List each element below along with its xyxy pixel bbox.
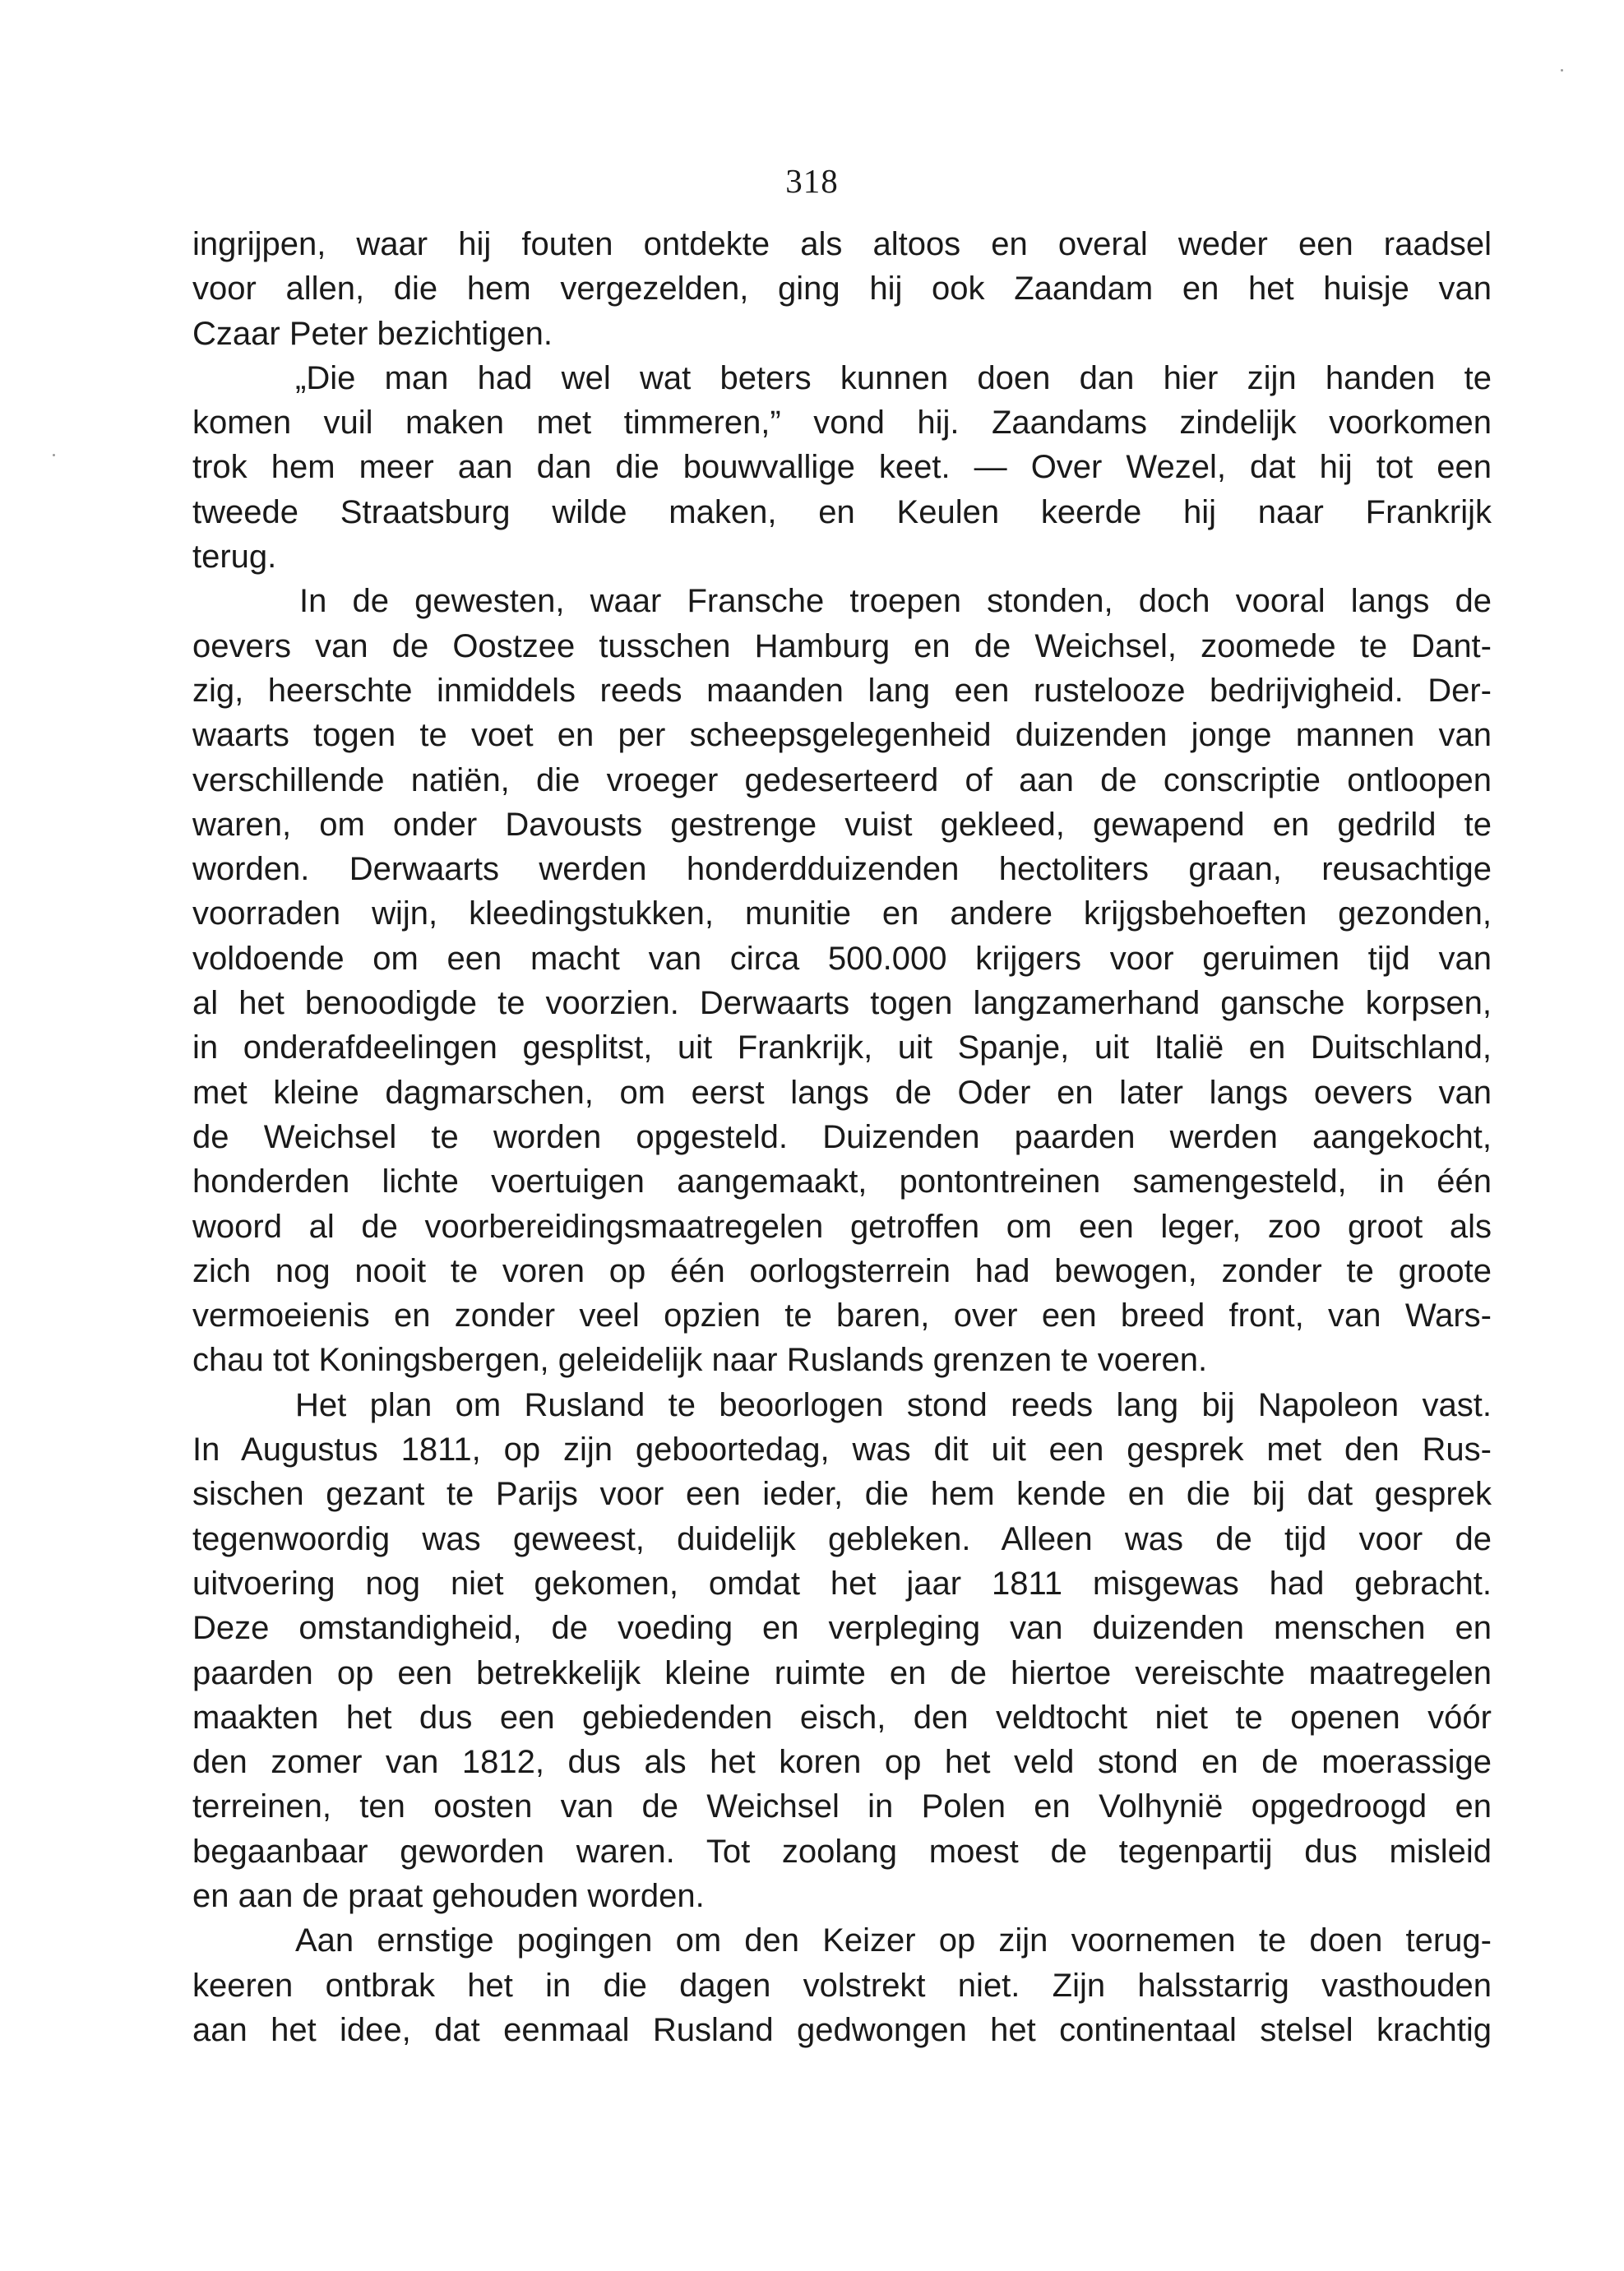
- body-text: [192, 222, 1492, 2052]
- text-line: terug.: [192, 539, 277, 576]
- text-line: komen vuil maken met timmeren,” vond hij. Zaandams zindelijk voorkomen: [192, 405, 1492, 442]
- text-line: In de gewesten, waar Fransche troepen stonden, doch vooral langs de: [299, 583, 1492, 620]
- text-line: en aan de praat gehouden worden.: [192, 1877, 705, 1914]
- text-line: met kleine dagmarschen, om eerst langs de Oder en later langs oevers van: [192, 1074, 1492, 1111]
- text-line: zich nog nooit te voren op één oorlogsterrein had bewogen, zonder te groote: [192, 1252, 1492, 1289]
- text-line: verschillende natiën, die vroeger gedeserteerd of aan de conscriptie ontloopen: [192, 761, 1492, 798]
- text-line: Deze omstandigheid, de voeding en verpleging van duizenden menschen en: [192, 1610, 1492, 1647]
- paragraph: [192, 579, 1492, 1382]
- text-line: den zomer van 1812, dus als het koren op het veld stond en de moerassige: [192, 1744, 1492, 1781]
- page-number: 318: [785, 162, 839, 200]
- text-line: waren, om onder Davousts gestrenge vuist gekleed, gewapend en gedrild te: [192, 806, 1492, 843]
- text-line: vermoeienis en zonder veel opzien te baren, over een breed front, van Wars-: [192, 1297, 1492, 1334]
- text-line: „Die man had wel wat beters kunnen doen dan hier zijn handen te: [295, 359, 1492, 396]
- text-line: trok hem meer aan dan die bouwvallige keet. — Over Wezel, dat hij tot een: [192, 449, 1492, 486]
- text-line: terreinen, ten oosten van de Weichsel in Polen en Volhynië opgedroogd en: [192, 1788, 1492, 1825]
- text-line: voor allen, die hem vergezelden, ging hij ook Zaandam en het huisje van: [192, 271, 1492, 308]
- text-line: Czaar Peter bezichtigen.: [192, 315, 553, 352]
- text-line: keeren ontbrak het in die dagen volstrekt niet. Zijn halsstarrig vasthouden: [192, 1967, 1492, 2004]
- text-line: paarden op een betrekkelijk kleine ruimte en de hiertoe vereischte maatregelen: [192, 1654, 1492, 1691]
- text-line: aan het idee, dat eenmaal Rusland gedwongen het continentaal stelsel krachtig: [192, 2011, 1492, 2048]
- scan-speck: [53, 454, 55, 456]
- text-line: tweede Straatsburg wilde maken, en Keulen keerde hij naar Frankrijk: [192, 493, 1492, 530]
- text-line: ingrijpen, waar hij fouten ontdekte als altoos en overal weder een raadsel: [192, 226, 1492, 262]
- text-line: oevers van de Oostzee tusschen Hamburg en de Weichsel, zoomede te Dant-: [192, 627, 1492, 664]
- text-line: chau tot Koningsbergen, geleidelijk naar Ruslands grenzen te voeren.: [192, 1342, 1208, 1379]
- text-line: sischen gezant te Parijs voor een ieder, die hem kende en die bij dat gesprek: [192, 1476, 1492, 1513]
- text-line: tegenwoordig was geweest, duidelijk gebleken. Alleen was de tijd voor de: [192, 1520, 1492, 1557]
- text-line: honderden lichte voertuigen aangemaakt, pontontreinen samengesteld, in één: [192, 1163, 1492, 1200]
- text-line: worden. Derwaarts werden honderdduizenden hectoliters graan, reusachtige: [192, 851, 1492, 888]
- text-line: woord al de voorbereidingsmaatregelen getroffen om een leger, zoo groot als: [192, 1208, 1492, 1245]
- text-line: al het benoodigde te voorzien. Derwaarts togen langzamerhand gansche korpsen,: [192, 985, 1492, 1022]
- text-line: begaanbaar geworden waren. Tot zoolang moest de tegenpartij dus misleid: [192, 1833, 1492, 1870]
- paragraph: [192, 1383, 1492, 1919]
- scan-speck: [1561, 69, 1563, 72]
- text-line: zig, heerschte inmiddels reeds maanden lang een rustelooze bedrijvigheid. Der-: [192, 672, 1492, 709]
- text-line: waarts togen te voet en per scheepsgelegenheid duizenden jonge mannen van: [192, 717, 1492, 754]
- text-line: Het plan om Rusland te beoorlogen stond reeds lang bij Napoleon vast.: [295, 1386, 1492, 1423]
- text-line: de Weichsel te worden opgesteld. Duizenden paarden werden aangekocht,: [192, 1118, 1492, 1155]
- text-line: in onderafdeelingen gesplitst, uit Frankrijk, uit Spanje, uit Italië en Duitschland,: [192, 1029, 1492, 1066]
- paragraph: [192, 356, 1492, 579]
- text-line: In Augustus 1811, op zijn geboortedag, was dit uit een gesprek met den Rus-: [192, 1432, 1492, 1469]
- text-line: uitvoering nog niet gekomen, omdat het jaar 1811 misgewas had gebracht.: [192, 1565, 1492, 1602]
- paragraph: [192, 222, 1492, 356]
- text-line: maakten het dus een gebiedenden eisch, den veldtocht niet te openen vóór: [192, 1699, 1492, 1736]
- text-line: voldoende om een macht van circa 500.000 krijgers voor geruimen tijd van: [192, 940, 1492, 977]
- paragraph: [192, 1918, 1492, 2052]
- text-line: voorraden wijn, kleedingstukken, munitie en andere krijgsbehoeften gezonden,: [192, 895, 1492, 932]
- text-line: Aan ernstige pogingen om den Keizer op zijn voornemen te doen terug-: [295, 1922, 1492, 1959]
